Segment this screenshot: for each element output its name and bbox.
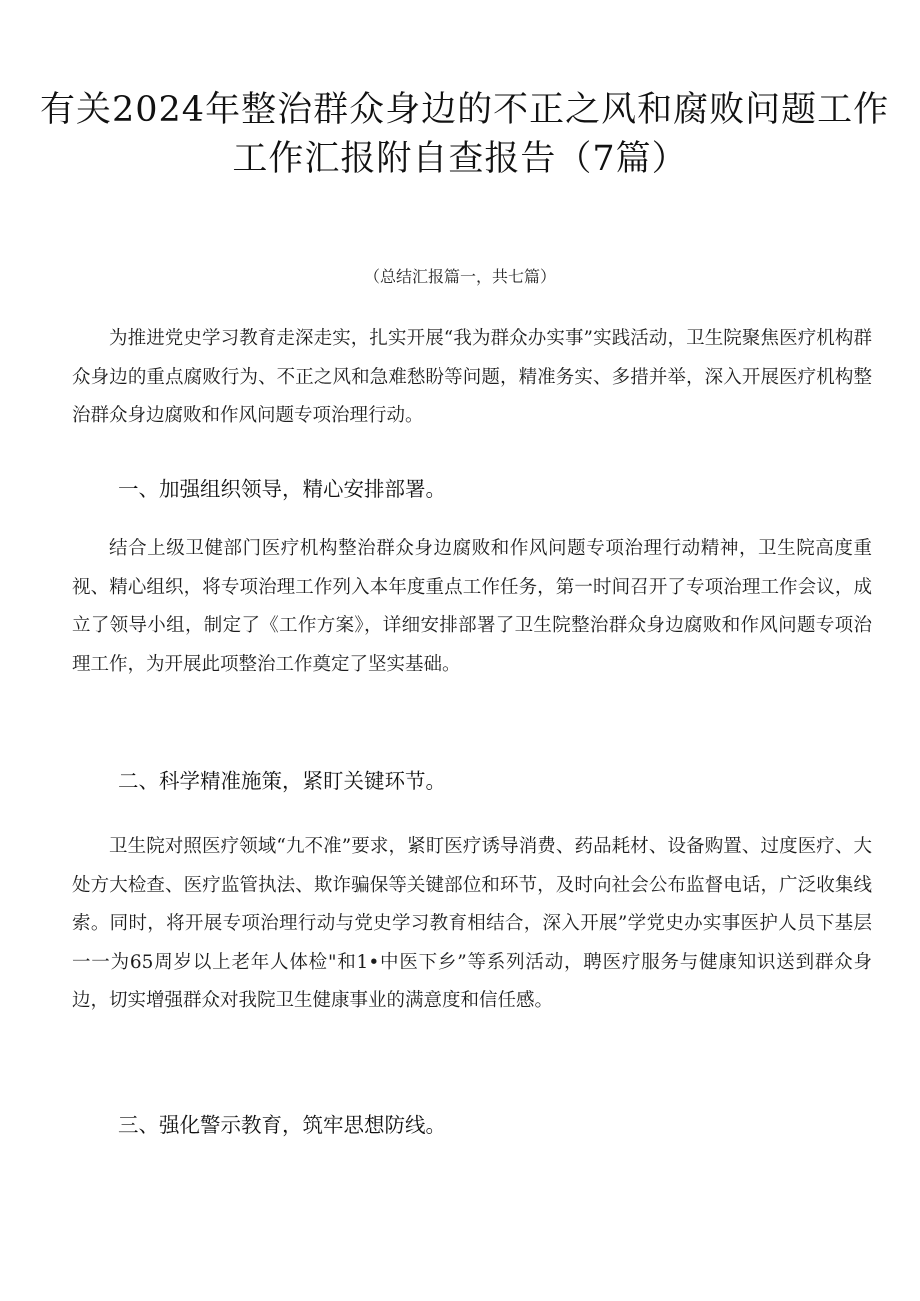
section-heading-2: 二、科学精准施策，紧盯关键环节。 (118, 769, 446, 793)
section-heading-1: 一、加强组织领导，精心安排部署。 (118, 477, 446, 501)
document-title-line-1: 有关2024年整治群众身边的不正之风和腐败问题工作 (40, 90, 890, 130)
section-2-paragraph: 卫生院对照医疗领域“九不准”要求，紧盯医疗诱导消费、药品耗材、设备购置、过度医疗、大处方大检查、医疗监管执法、欺诈骗保等关键部位和环节，及时向社会公布监督电话，广泛收集线索。同时，将开展专项治理行动与党史学习教育相结合，深入开展”学党史办实事医护人员下基层一一为65周岁以上老年人体检"和1•中医下乡”等系列活动，聘医疗服务与健康知识送到群众身边，切实增强群众对我院卫生健康事业的满意度和信任感。 (72, 836, 872, 1011)
document-title-line-2: 工作汇报附自查报告（7篇） (232, 139, 688, 179)
document-subtitle: （总结汇报篇一，共七篇） (363, 267, 556, 286)
section-1-paragraph: 结合上级卫健部门医疗机构整治群众身边腐败和作风问题专项治理行动精神，卫生院高度重视、精心组织，将专项治理工作列入本年度重点工作任务，第一时间召开了专项治理工作会议，成立了领导小组，制定了《工作方案》，详细安排部署了卫生院整治群众身边腐败和作风问题专项治理工作，为开展此项整治工作奠定了坚实基础。 (72, 538, 872, 675)
intro-paragraph: 为推进党史学习教育走深走实，扎实开展“我为群众办实事”实践活动，卫生院聚焦医疗机构群众身边的重点腐败行为、不正之风和急难愁盼等问题，精准务实、多措并举，深入开展医疗机构整治群众身边腐败和作风问题专项治理行动。 (72, 328, 872, 426)
section-heading-3: 三、强化警示教育，筑牢思想防线。 (118, 1113, 446, 1137)
